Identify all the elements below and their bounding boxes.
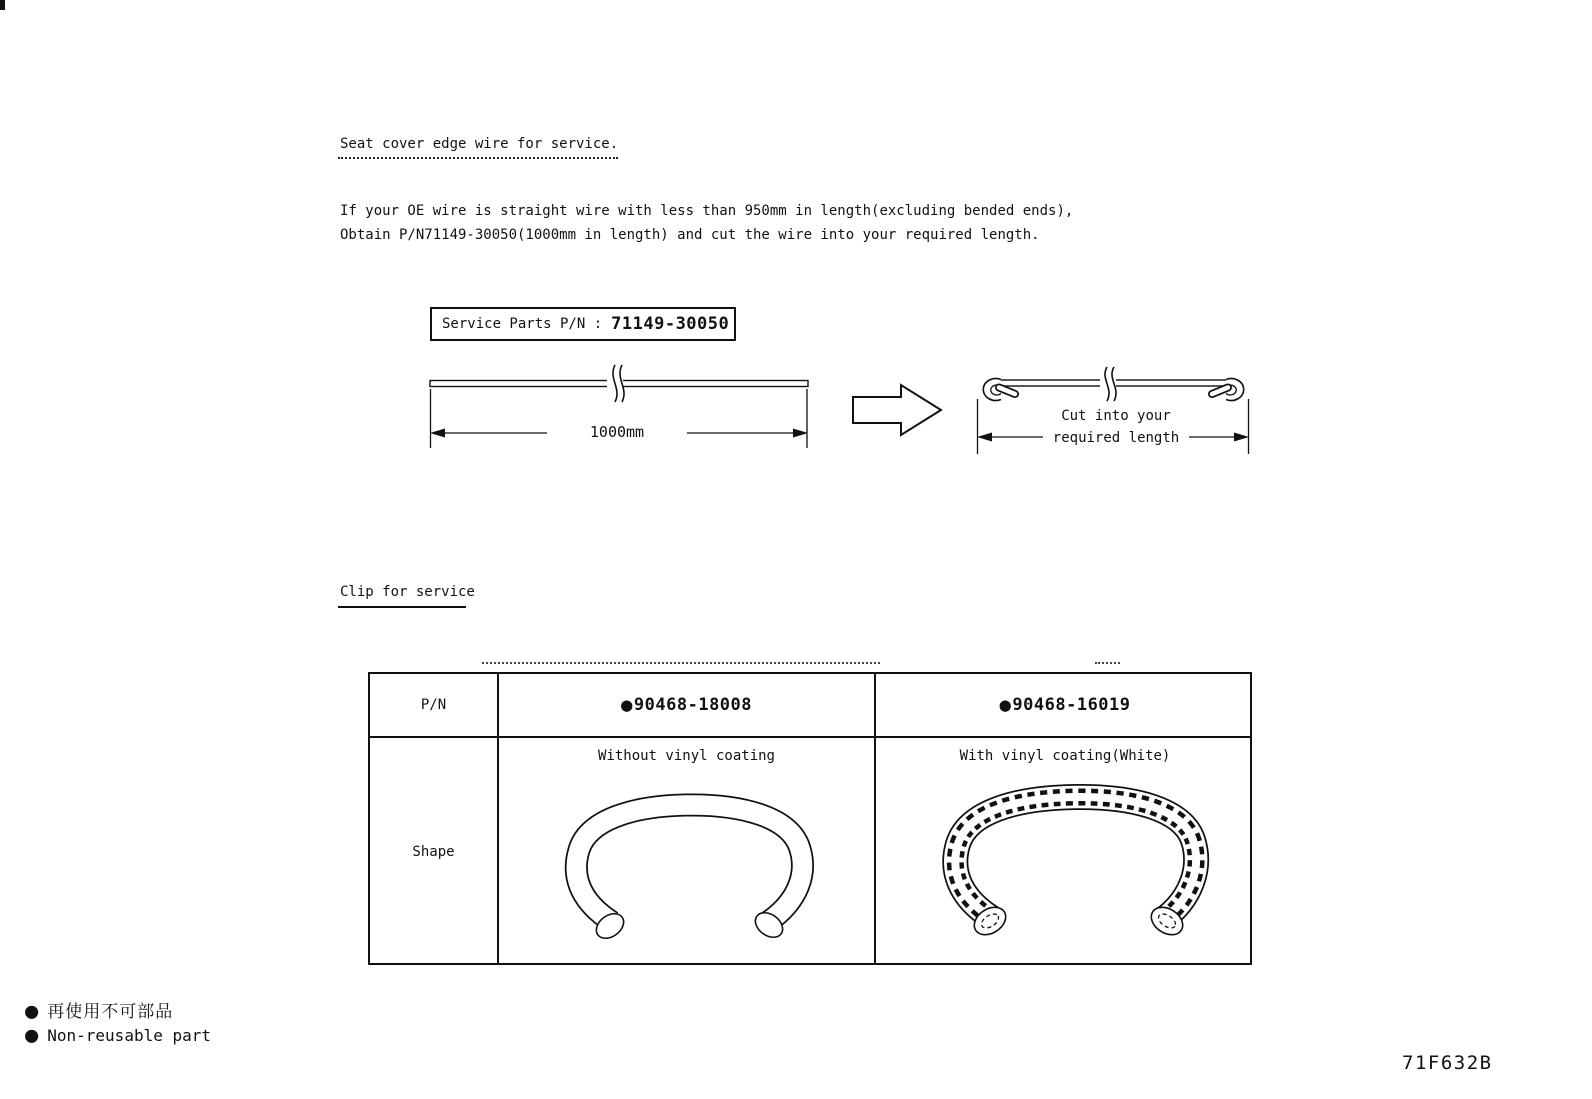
clip-shape-label-2: With vinyl coating(White) xyxy=(959,748,1171,764)
table-header-shape: Shape xyxy=(412,843,455,860)
doc-code: 71F632B xyxy=(1402,1052,1493,1074)
scan-artifact-dotted-line xyxy=(482,662,880,664)
transform-arrow-icon xyxy=(848,380,948,440)
straight-wire-diagram xyxy=(420,358,820,458)
clip-part-number-1: 90468-18008 xyxy=(633,695,753,715)
wire-section-title-underline xyxy=(338,157,618,159)
table-cell-pn-1 xyxy=(499,674,874,736)
table-cell-pn-2 xyxy=(876,674,1254,736)
wire-section-title: Seat cover edge wire for service. xyxy=(340,136,619,152)
clip-part-number-2: 90468-16019 xyxy=(1012,695,1131,715)
cut-length-label-line-2: required length xyxy=(1052,430,1180,446)
cut-length-label xyxy=(1043,405,1189,449)
non-reusable-bullet-icon: ● xyxy=(25,1023,39,1048)
service-parts-label: Service Parts P/N : xyxy=(442,316,603,332)
legend-text-en: Non-reusable part xyxy=(47,1026,212,1045)
wire-length-label: 1000mm xyxy=(547,423,687,441)
clip-with-coating-drawing xyxy=(925,772,1215,957)
clip-section-heading-underline xyxy=(338,606,466,608)
non-reusable-bullet-icon: ● xyxy=(999,693,1012,716)
non-reusable-bullet-icon: ● xyxy=(620,693,633,716)
scan-artifact-mark xyxy=(0,0,5,10)
table-divider-row xyxy=(370,736,1250,738)
legend-item-en xyxy=(25,1024,211,1048)
legend xyxy=(25,1000,211,1048)
scan-artifact-dotted-line-short xyxy=(1095,662,1120,664)
clip-table xyxy=(368,672,1252,965)
cut-length-label-line-1: Cut into your xyxy=(1061,408,1171,424)
wire-instructions xyxy=(340,200,1073,247)
wire-instructions-line-1: If your OE wire is straight wire with less than 950mm in length(excluding bended ends), xyxy=(340,203,1074,219)
non-reusable-bullet-icon: ● xyxy=(25,999,39,1024)
service-parts-number: 71149-30050 xyxy=(611,314,730,334)
table-header-pn: P/N xyxy=(420,697,447,713)
clip-without-coating-drawing xyxy=(550,784,820,959)
legend-text-jp: 再使用不可部品 xyxy=(47,1002,174,1022)
wire-instructions-line-2: Obtain P/N71149-30050(1000mm in length) and cut the wire into your required length. xyxy=(340,226,1040,243)
clip-shape-label-1: Without vinyl coating xyxy=(597,748,775,764)
legend-item-jp xyxy=(25,1000,211,1024)
service-parts-box xyxy=(430,307,736,341)
clip-section-heading: Clip for service xyxy=(340,584,475,600)
